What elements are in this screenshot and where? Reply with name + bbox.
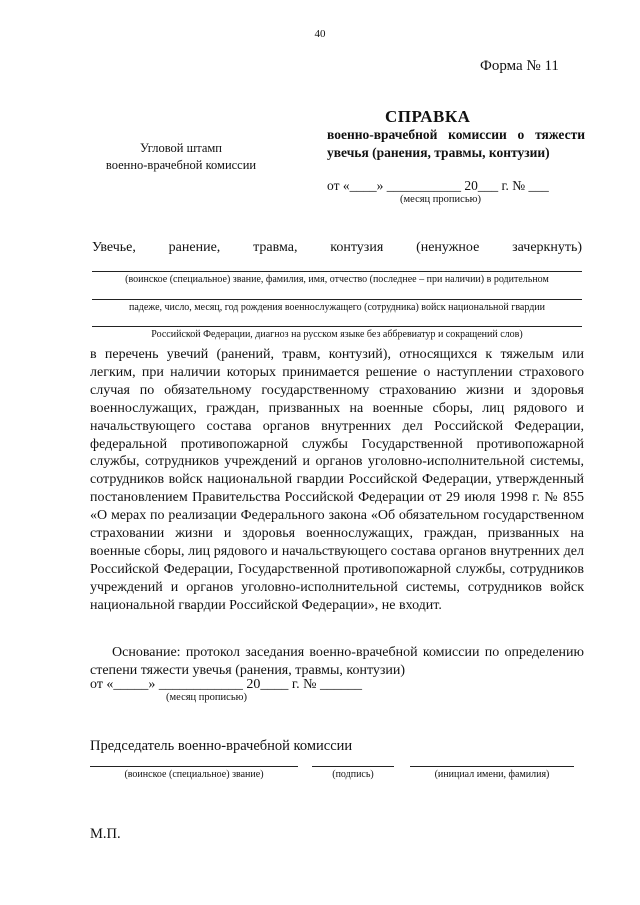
injury-type-line: Увечье, ранение, травма, контузия (ненужное зачеркнуть)	[92, 240, 582, 255]
form-label: Форма № 11	[480, 58, 559, 74]
patient-info-line-1	[92, 271, 582, 272]
patient-info-line-2	[92, 299, 582, 300]
document-title: СПРАВКА	[385, 107, 471, 126]
basis-paragraph: Основание: протокол заседания военно-врачебной комиссии по определению степени тяжести увечья (ранения, травмы, контузии)	[90, 645, 584, 678]
page-number: 40	[314, 28, 326, 40]
stamp-line-2: военно-врачебной комиссии	[105, 158, 257, 172]
stamp-place-label: М.П.	[90, 826, 121, 842]
patient-info-line-3	[92, 326, 582, 327]
chairman-label: Председатель военно-врачебной комиссии	[90, 738, 353, 754]
sign-caption: (подпись)	[332, 769, 374, 780]
rank-caption: (воинское (специальное) звание)	[124, 769, 264, 780]
name-signature-line	[410, 766, 574, 767]
basis-date-caption: (месяц прописью)	[166, 692, 247, 703]
sign-line	[312, 766, 394, 767]
stamp-line-1: Угловой штамп	[139, 141, 222, 155]
basis-date-line: от «_____» ____________ 20____ г. № ______	[90, 677, 362, 692]
name-caption: (инициал имени, фамилия)	[434, 769, 550, 780]
body-paragraph: в перечень увечий (ранений, травм, контузий), относящихся к тяжелым или легким, при наличии которых принимается решение о наступлении страхового случая по обязательному государственному страхованию жизни и здоровья военнослужащих, граждан, призванных на военные сборы, лиц рядового и начальствующего состава органов внутренних дел Российской Федерации, федеральной противопожарной службы Государственной противопожарной службы, сотрудников учреждений и органов уголовно-исполнительной системы, сотрудников войск национальной гвардии Российской Федерации, утвержденный постановлением Правительства Российской Федерации от 29 июля 1998 г. № 855 «О мерах по реализации Федерального закона «Об обязательном государственном страховании жизни и здоровья военнослужащих, граждан, призванных на военные сборы, лиц рядового и начальствующего состава органов внутренних дел Российской Федерации, Государственной противопожарной службы, сотрудников учреждений и органов уголовно-исполнительной системы, сотрудников войск национальной гвардии Российской Федерации», не входит.	[90, 347, 584, 613]
patient-info-caption-2: падеже, число, месяц, год рождения военнослужащего (сотрудника) войск национальной гвардии	[128, 302, 546, 313]
patient-info-caption-3: Российской Федерации, диагноз на русском языке без аббревиатур и сокращений слов)	[151, 329, 523, 340]
corner-stamp-placeholder	[96, 140, 266, 174]
document-date-caption: (месяц прописью)	[400, 194, 481, 205]
document-date-line: от «____» ___________ 20___ г. № ___	[327, 178, 549, 193]
document-subtitle: военно-врачебной комиссии о тяжести увечья (ранения, травмы, контузии)	[327, 127, 585, 160]
rank-signature-line	[90, 766, 298, 767]
patient-info-caption-1: (воинское (специальное) звание, фамилия, имя, отчество (последнее – при наличии) в родительном	[125, 274, 549, 285]
